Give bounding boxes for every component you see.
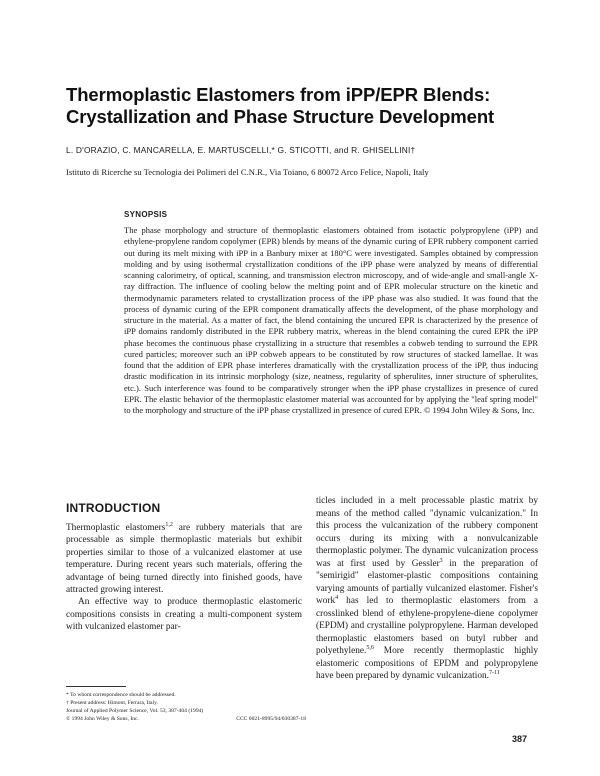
intro-right-b: in the preparation of "semirigid" elastomer-plastic compositions containing varying amounts of partially vulcanized elastomer. Fisher's work [316, 558, 538, 606]
footnote-present-address: † Present address: Himont, Ferrara, Italy. [66, 700, 158, 706]
title-line-2: Crystallization and Phase Structure Development [66, 106, 495, 127]
ref-superscript: 4 [335, 594, 339, 601]
intro-p1-start: Thermoplastic elastomers [66, 523, 166, 533]
author-list: L. D'ORAZIO, C. MANCARELLA, E. MARTUSCELLI,* G. STICOTTI, and R. GHISELLINI† [66, 145, 416, 155]
intro-paragraph-1 [66, 522, 302, 596]
footnote-copyright-line [66, 715, 306, 723]
synopsis-heading: SYNOPSIS [124, 210, 168, 219]
footnote-copyright: © 1994 John Wiley & Sons, Inc. [66, 716, 139, 722]
page-number: 387 [512, 734, 528, 744]
ref-superscript: 5,6 [366, 644, 374, 651]
introduction-right-column [316, 495, 538, 683]
introduction-left-column [66, 522, 302, 634]
footnotes [66, 691, 306, 723]
ref-superscript: 1,2 [165, 521, 173, 528]
introduction-heading: INTRODUCTION [66, 501, 161, 515]
author-affiliation: Istituto di Ricerche su Tecnologia dei Polimeri del C.N.R., Via Toiano, 6 80072 Arco Felice, Napoli, Italy [66, 167, 429, 177]
footnote-ccc: CCC 0021-8995/94/030387-18 [236, 716, 306, 722]
footnote-journal: Journal of Applied Polymer Science, Vol. 53, 387-404 (1994) [66, 708, 204, 714]
synopsis-text: The phase morphology and structure of thermoplastic elastomers obtained from isotactic polypropylene (iPP) and ethylene-propylene random copolymer (EPR) blends by means of the dynamic curing of EPR rubbery component carried out during its melt mixing with iPP in a Banbury mixer at 180°C were investigated. Samples obtained by compression molding and by using isothermal crystallization conditions of the iPP phase were analyzed by means of differential scanning calorimetry, of optical, scanning, and transmission electron microscopy, and of wide-angle and small-angle X-ray diffraction. The influence of cooling below the melting point and of EPR molecular structure on the kinetic and thermodynamic parameters related to crystallization process of the iPP phase was also studied. It was found that the process of dynamic curing of the EPR component dramatically affects the development, of the phase morphology and structure in the material. As a matter of fact, the blend containing the uncured EPR is characterized by the presence of iPP domains randomly distributed in the EPR rubbery matrix, whereas in the blend containing the cured EPR the iPP phase becomes the continuous phase crystallizing in a structure that resembles a cobweb tending to surround the EPR cured particles; moreover such an iPP cobweb appears to be constituted by row structures of stacked lamellae. It was found that the addition of EPR phase interferes dramatically with the crystallization process of the iPP, thus inducing drastic modification in its intrinsic morphology (size, neatness, regularity of spherulites, inner structure of spherulites, etc.). Such interference was found to be comparatively stronger when the iPP phase crystallizes in presence of cured EPR. The elastic behavior of the thermoplastic elastomer material was accounted for by applying the "leaf spring model" to the morphology and structure of the iPP phase crystallized in presence of cured EPR. © 1994 John Wiley & Sons, Inc. [124, 225, 538, 415]
intro-right-c: has led to thermoplastic elastomers from a crosslinked blend of ethylene-propylene-diene copolymer (EPDM) and crystalline polypropylene. Harman developed thermoplastic elastomers based on butyl rubber and polyethylene. [316, 596, 538, 656]
ref-superscript: 3 [439, 557, 443, 564]
intro-paragraph-continued [316, 495, 538, 683]
intro-right-a: ticles included in a melt processable plastic matrix by means of the method called "dynamic vulcanization." In this process the vulcanization of the rubbery component occurs during its mixing with a nonvulcanizable thermoplastic polymer. The dynamic vulcanization process was at first used by Gessler [316, 496, 538, 569]
article-title [66, 84, 546, 128]
footnote-divider [66, 686, 126, 687]
intro-right-d: More recently thermoplastic highly elastomeric compositions of EPDM and polypropylene have been prepared by dynamic vulcanization. [316, 646, 538, 681]
title-line-1: Thermoplastic Elastomers from iPP/EPR Blends: [66, 84, 491, 105]
intro-p1-rest: are rubbery materials that are processable as simple thermoplastic materials but exhibit properties similar to those of a vulcanized elastomer at use temperature. During recent years such materials, offering the advantage of being turned directly into finished goods, have attracted growing interest. [66, 523, 303, 596]
footnote-correspondence: * To whom correspondence should be addressed. [66, 692, 176, 698]
ref-superscript: 7-11 [488, 669, 500, 676]
intro-paragraph-2: An effective way to produce thermoplastic elastomeric compositions consists in creating a multi-component system with vulcanized elastomer par- [66, 597, 302, 633]
